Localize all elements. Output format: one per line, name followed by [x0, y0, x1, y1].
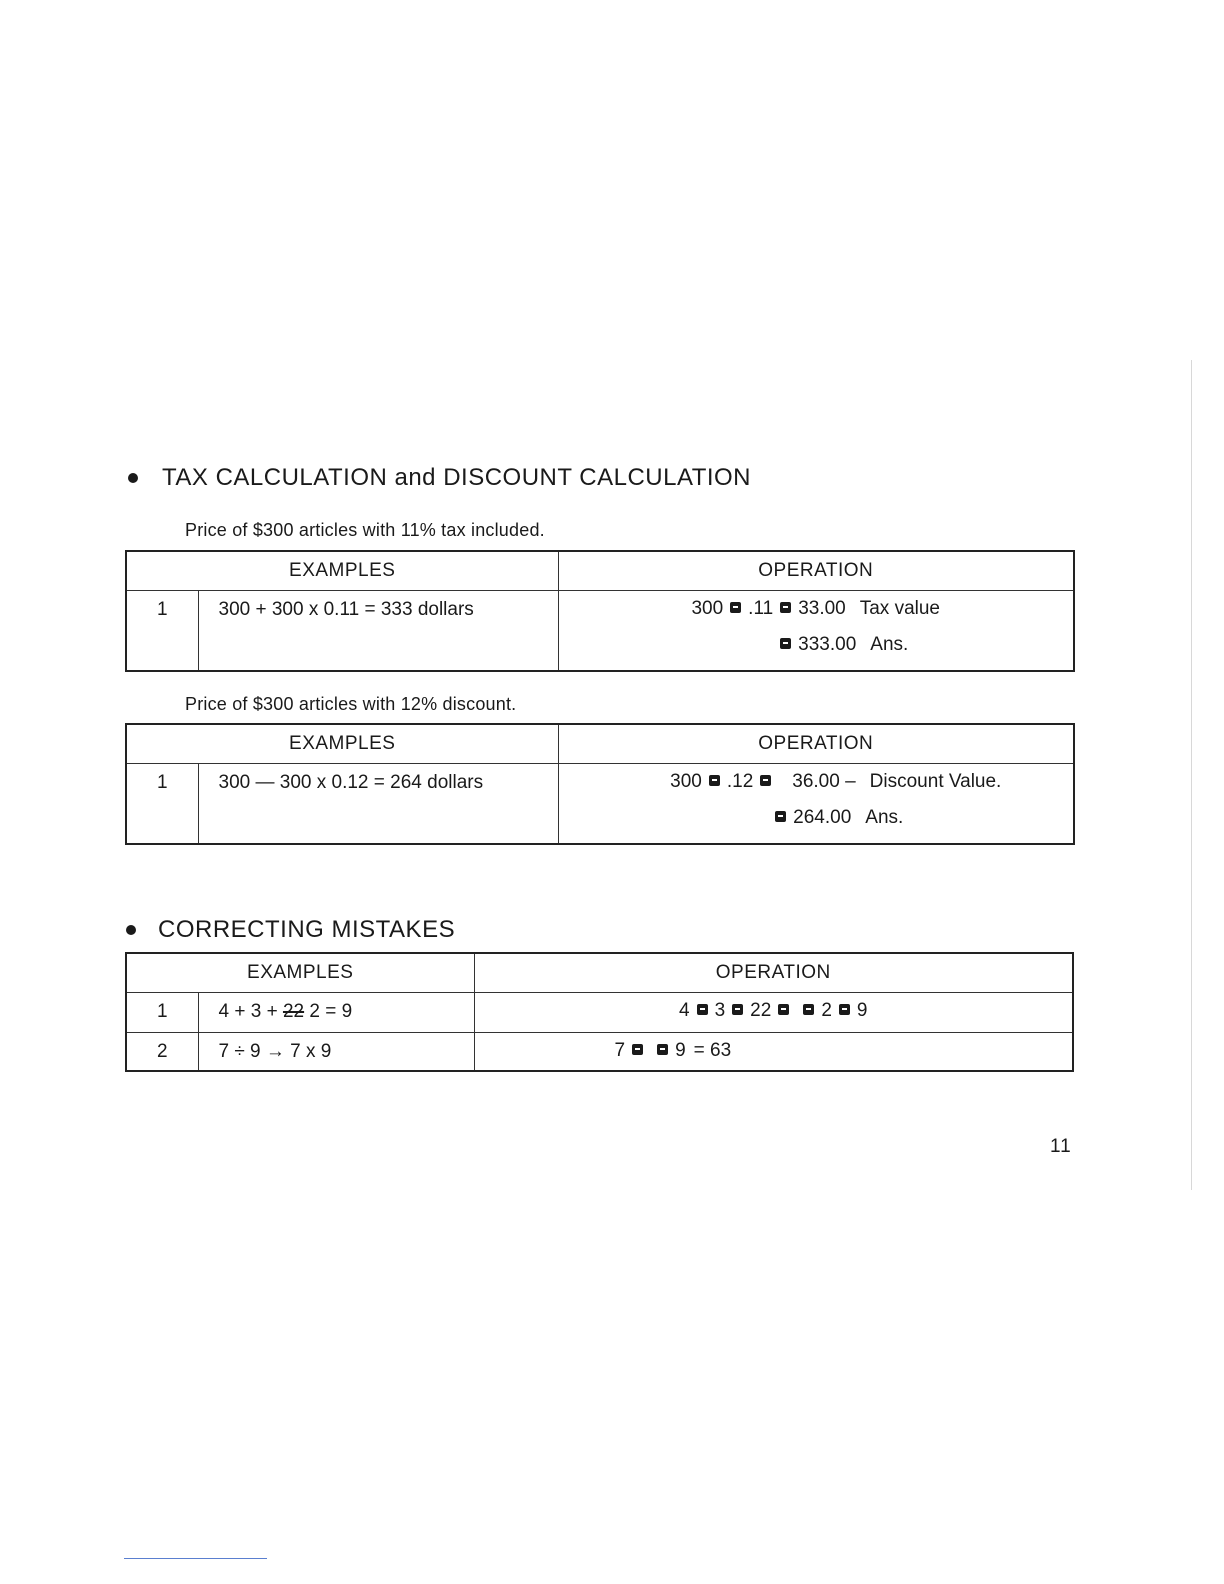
operation-cell [558, 591, 1074, 671]
table-row [126, 993, 1073, 1033]
table-header-row [126, 551, 1074, 591]
answer-label: Ans. [870, 634, 909, 655]
example-expression: 4 + 3 + 22 2 = 9 [198, 993, 474, 1033]
operation-cell [474, 1033, 1073, 1071]
correcting-mistakes-title: CORRECTING MISTAKES [158, 916, 456, 943]
operation-header: OPERATION [558, 551, 1074, 591]
tax-table [125, 550, 1075, 672]
operation-header: OPERATION [558, 724, 1074, 764]
example-expression: 300 + 300 x 0.11 = 333 dollars [198, 591, 558, 671]
example-expression: 300 — 300 x 0.12 = 264 dollars [198, 764, 558, 844]
table-row [126, 1033, 1073, 1071]
table-row [126, 591, 1074, 671]
operation-line-2: 264.00 Ans. [559, 800, 1074, 836]
discount-table [125, 723, 1075, 845]
operation-line-1: 300 .11 33.00 Tax value [691, 598, 941, 619]
correcting-mistakes-heading [126, 916, 455, 944]
answer-label: Ans. [865, 807, 904, 828]
minus-equal-key-icon [760, 775, 771, 786]
footer-rule [124, 1558, 267, 1559]
tax-discount-heading [128, 464, 751, 492]
operation-line-1: 4 3 22 2 9 [679, 1000, 868, 1021]
multiply-key-icon [657, 1044, 668, 1055]
minus-equal-key-icon [778, 1004, 789, 1015]
example-expression: 7 ÷ 9 → 7 x 9 [198, 1033, 474, 1071]
plus-equal-key-icon [839, 1004, 850, 1015]
row-number: 2 [126, 1033, 198, 1071]
multiply-key-icon [709, 775, 720, 786]
struck-entry: 22 [282, 1001, 305, 1022]
operation-line-1: 7 9 = 63 [614, 1040, 732, 1061]
scan-edge-mark [1191, 360, 1192, 1190]
operation-cell [474, 993, 1073, 1033]
examples-header: EXAMPLES [126, 551, 558, 591]
operation-header: OPERATION [474, 953, 1073, 993]
table-header-row [126, 724, 1074, 764]
examples-header: EXAMPLES [126, 953, 474, 993]
operation-line-1: 300 .12 36.00 – Discount Value. [670, 771, 1002, 792]
operation-note: Discount Value. [869, 771, 1002, 792]
bullet-icon [128, 473, 138, 483]
table-row [126, 764, 1074, 844]
operation-cell [558, 764, 1074, 844]
plus-equal-key-icon [697, 1004, 708, 1015]
examples-header: EXAMPLES [126, 724, 558, 764]
row-number: 1 [126, 591, 198, 671]
plus-equal-key-icon [780, 638, 791, 649]
operation-line-2: 333.00 Ans. [559, 627, 1074, 663]
row-number: 1 [126, 764, 198, 844]
minus-equal-key-icon [775, 811, 786, 822]
plus-equal-key-icon [803, 1004, 814, 1015]
discount-caption: Price of $300 articles with 12% discount. [185, 694, 517, 714]
operation-note: Tax value [859, 598, 941, 619]
plus-equal-key-icon [780, 602, 791, 613]
tax-discount-title: TAX CALCULATION and DISCOUNT CALCULATION [162, 464, 752, 491]
multiply-key-icon [730, 602, 741, 613]
divide-key-icon [632, 1044, 643, 1055]
tax-caption: Price of $300 articles with 11% tax included. [185, 520, 545, 540]
correcting-table [125, 952, 1074, 1072]
table-header-row [126, 953, 1073, 993]
page-number: 11 [1050, 1136, 1072, 1157]
bullet-icon [126, 925, 136, 935]
row-number: 1 [126, 993, 198, 1033]
plus-equal-key-icon [732, 1004, 743, 1015]
